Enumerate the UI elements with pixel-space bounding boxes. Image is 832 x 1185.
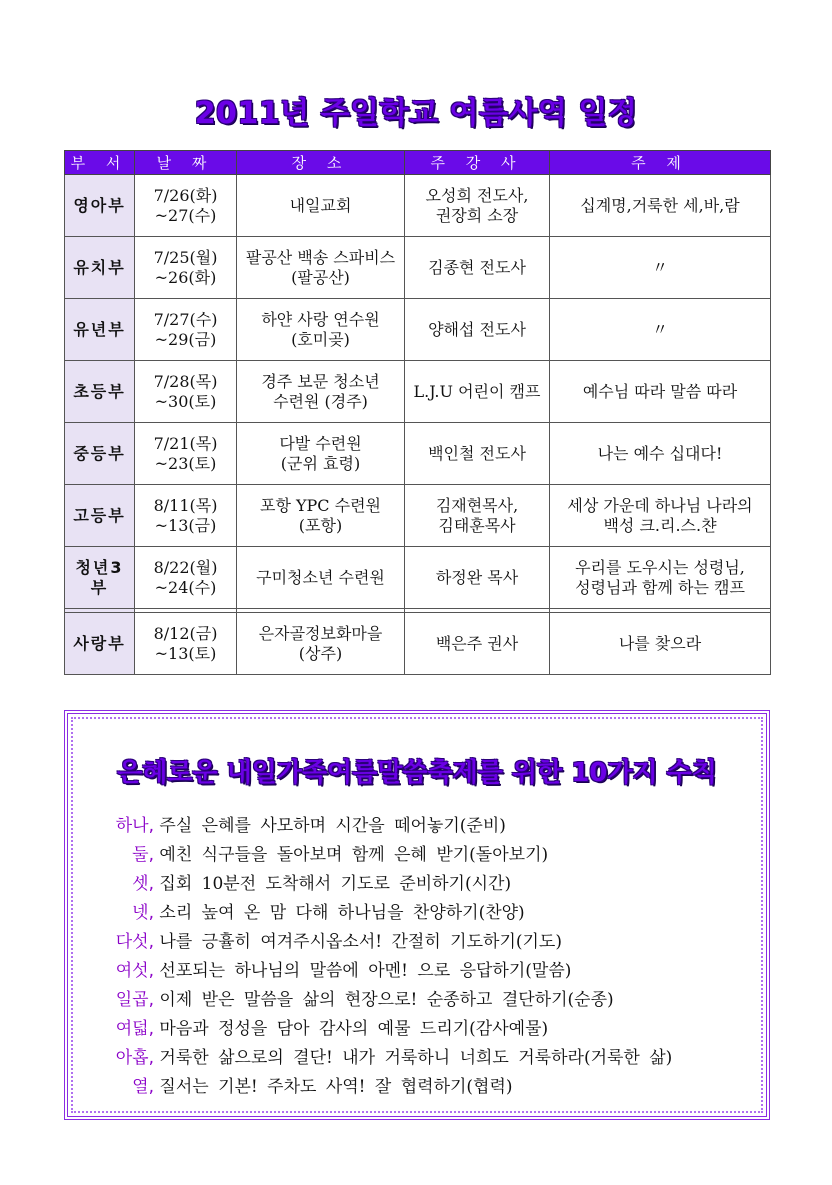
place-line: 내일교회 [289,195,352,215]
header-dept: 부 서 [65,151,135,175]
date-cell [135,299,237,361]
rule-text: 예친 식구들을 돌아보며 함께 은혜 받기(돌아보기) [159,845,549,865]
date-line: ~26(화) [154,267,217,287]
rule-item [98,841,748,870]
theme-cell [550,485,771,547]
place-line: 은자골정보화마을 [258,623,383,643]
theme-line: 〃 [651,257,668,277]
place-line: (팔공산) [291,267,350,287]
rule-number: 아홉, [115,1048,154,1068]
rules-list [98,812,748,1102]
dept-cell: 초등부 [65,361,135,423]
speaker-line: 김태훈목사 [438,515,516,535]
rule-item [98,928,748,957]
theme-line: 나를 찾으라 [618,633,702,653]
theme-line: 성령님과 함께 하는 캠프 [575,577,745,597]
rules-title: 은혜로운 내일가족여름말씀축제를 위한 10가지 수칙 [117,758,717,788]
speaker-line: L.J.U 어린이 캠프 [413,381,541,401]
rule-number: 열, [132,1077,154,1097]
rule-text: 질서는 기본! 주차도 사역! 잘 협력하기(협력) [159,1077,513,1097]
rule-number: 여덟, [115,1019,154,1039]
theme-cell [550,237,771,299]
date-line: ~13(금) [154,515,217,535]
speaker-line: 하정완 목사 [435,567,519,587]
speaker-line: 백은주 권사 [435,633,519,653]
table-row [65,613,771,675]
table-row [65,485,771,547]
rule-item [98,812,748,841]
speaker-line: 양해섭 전도사 [428,319,526,339]
rule-number: 다섯, [115,932,154,952]
place-line: 다발 수련원 [279,433,362,453]
date-line: ~27(수) [154,205,217,225]
speaker-cell [405,547,550,609]
dept-cell: 영아부 [65,175,135,237]
rule-item [98,1015,748,1044]
rule-number: 여섯, [115,961,154,981]
theme-cell [550,547,771,609]
place-line: 포항 YPC 수련원 [259,495,382,515]
rule-item [98,899,748,928]
dept-cell: 고등부 [65,485,135,547]
place-cell [237,237,405,299]
place-cell [237,547,405,609]
date-line: 8/22(월) [153,557,218,577]
table-row [65,237,771,299]
theme-cell [550,299,771,361]
theme-cell [550,613,771,675]
header-place: 장 소 [237,151,405,175]
date-line: 8/12(금) [153,623,218,643]
place-line: (포항) [298,515,343,535]
place-line: 경주 보문 청소년 [261,371,380,391]
table-row [65,299,771,361]
header-speaker: 주 강 사 [405,151,550,175]
speaker-line: 백인철 전도사 [428,443,526,463]
theme-cell [550,361,771,423]
rule-text: 이제 받은 말씀을 삶의 현장으로! 순종하고 결단하기(순종) [159,990,614,1010]
theme-line: 예수님 따라 말씀 따라 [582,381,738,401]
speaker-line: 김종현 전도사 [428,257,526,277]
place-line: (상주) [298,643,343,663]
date-cell [135,361,237,423]
speaker-cell [405,299,550,361]
rule-number: 일곱, [115,990,154,1010]
table-row [65,547,771,609]
date-cell [135,423,237,485]
table-row [65,423,771,485]
dept-cell: 사랑부 [65,613,135,675]
schedule-body [65,175,771,675]
rule-text: 소리 높여 온 맘 다해 하나님을 찬양하기(찬양) [159,903,525,923]
place-cell [237,423,405,485]
date-line: ~24(수) [154,577,217,597]
place-line: 구미청소년 수련원 [256,567,385,587]
rule-text: 거룩한 삶으로의 결단! 내가 거룩하니 너희도 거룩하라(거룩한 삶) [159,1048,673,1068]
header-theme: 주 제 [550,151,771,175]
rule-item [98,1044,748,1073]
rule-number: 셋, [132,874,154,894]
speaker-line: 김재현목사, [435,495,519,515]
place-cell [237,175,405,237]
speaker-cell [405,613,550,675]
page-title: 2011년 주일학교 여름사역 일정 [194,96,638,131]
dept-cell: 중등부 [65,423,135,485]
rule-text: 선포되는 하나님의 말씀에 아멘! 으로 응답하기(말씀) [159,961,572,981]
table-header-row [65,151,771,175]
table-row [65,175,771,237]
place-cell [237,485,405,547]
date-line: ~13(토) [154,643,217,663]
rules-box [64,710,770,1120]
place-cell [237,361,405,423]
theme-line: 우리를 도우시는 성령님, [575,557,745,577]
place-line: (호미곶) [291,329,350,349]
header-date: 날 짜 [135,151,237,175]
speaker-cell [405,175,550,237]
place-line: 수련원 (경주) [273,391,368,411]
speaker-cell [405,423,550,485]
date-cell [135,547,237,609]
date-line: ~30(토) [154,391,217,411]
date-line: 7/21(목) [153,433,218,453]
place-cell [237,613,405,675]
place-line: 팔공산 백송 스파비스 [245,247,396,267]
date-cell [135,613,237,675]
theme-line: 나는 예수 십대다! [597,443,723,463]
date-line: 7/26(화) [153,185,218,205]
rule-number: 넷, [132,903,154,923]
speaker-line: 오성희 전도사, [425,185,529,205]
rule-item [98,1073,748,1102]
rule-text: 집회 10분전 도착해서 기도로 준비하기(시간) [159,874,512,894]
rule-item [98,870,748,899]
date-cell [135,237,237,299]
place-line: 하얀 사랑 연수원 [261,309,380,329]
dept-cell: 청년3부 [65,547,135,609]
rule-text: 마음과 정성을 담아 감사의 예물 드리기(감사예물) [159,1019,549,1039]
rule-number: 하나, [115,816,154,836]
theme-line: 백성 크.리.스.챤 [603,515,717,535]
date-cell [135,485,237,547]
dept-cell: 유치부 [65,237,135,299]
speaker-cell [405,237,550,299]
theme-line: 십계명,거룩한 세,바,람 [580,195,740,215]
rule-item [98,986,748,1015]
speaker-line: 권장희 소장 [435,205,519,225]
rule-text: 나를 긍휼히 여겨주시옵소서! 간절히 기도하기(기도) [159,932,562,952]
place-line: (군위 효령) [280,453,361,473]
theme-cell [550,423,771,485]
table-row [65,361,771,423]
rule-number: 둘, [132,845,154,865]
theme-cell [550,175,771,237]
date-line: 7/28(목) [153,371,218,391]
dept-cell: 유년부 [65,299,135,361]
date-line: 7/27(수) [153,309,218,329]
date-line: ~23(토) [154,453,217,473]
date-line: 8/11(목) [153,495,218,515]
date-line: 7/25(월) [153,247,218,267]
schedule-table [64,150,771,675]
date-cell [135,175,237,237]
speaker-cell [405,485,550,547]
rule-item [98,957,748,986]
theme-line: 세상 가운데 하나님 나라의 [567,495,753,515]
speaker-cell [405,361,550,423]
theme-line: 〃 [651,319,668,339]
place-cell [237,299,405,361]
rule-text: 주실 은혜를 사모하며 시간을 떼어놓기(준비) [159,816,506,836]
date-line: ~29(금) [154,329,217,349]
